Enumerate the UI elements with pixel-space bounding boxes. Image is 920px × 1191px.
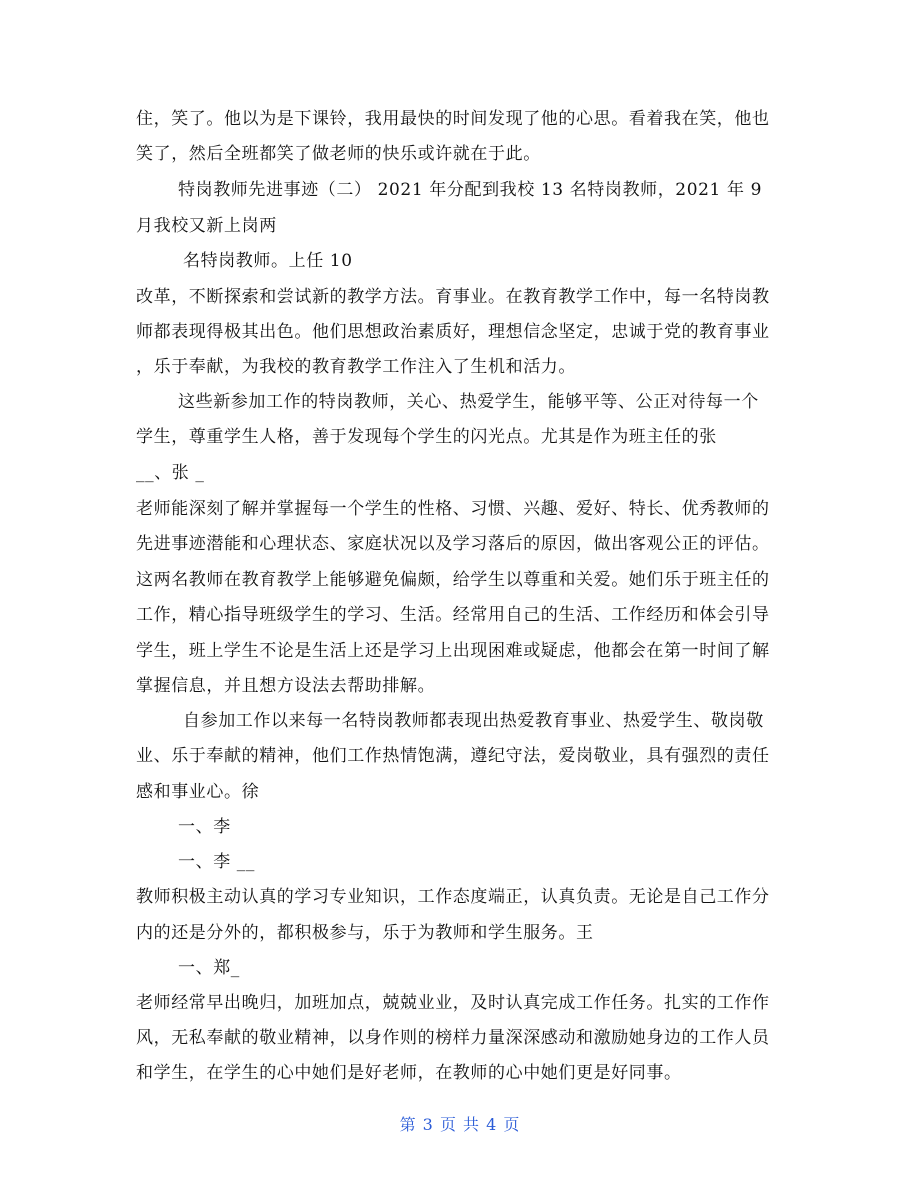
text-line: 工作，精心指导班级学生的学习、生活。经常用自己的生活、工作经历和体会引导: [136, 605, 770, 625]
text-line: 感和事业心。徐: [136, 782, 260, 802]
text-line: __、张 _: [136, 463, 205, 483]
text-line: 和学生，在学生的心中她们是好老师，在教师的心中她们更是好同事。: [136, 1063, 682, 1083]
text-line: 名特岗教师。上任 10: [183, 251, 353, 271]
page-number-footer: 第 3 页 共 4 页: [399, 1115, 521, 1134]
text-line: 住，笑了。他以为是下课铃，我用最快的时间发现了他的心思。看着我在笑，他也: [136, 109, 770, 129]
text-line: 自参加工作以来每一名特岗教师都表现出热爱教育事业、热爱学生、敬岗敬: [183, 711, 764, 731]
text-line: 业、乐于奉献的精神，他们工作热情饱满，遵纪守法，爱岗敬业，具有强烈的责任: [136, 746, 770, 766]
text-line: 一、李 __: [178, 852, 256, 872]
text-line: 月我校又新上岗两: [136, 216, 277, 236]
text-line: 掌握信息，并且想方设法去帮助排解。: [136, 676, 436, 696]
text-line: 笑了，然后全班都笑了做老师的快乐或许就在于此。: [136, 144, 541, 164]
text-line: ，乐于奉献，为我校的教育教学工作注入了生机和活力。: [136, 357, 576, 377]
text-line: 先进事迹潜能和心理状态、家庭状况以及学习落后的原因，做出客观公正的评估。: [136, 534, 770, 554]
text-line: 这两名教师在教育教学上能够避免偏颇，给学生以尊重和关爱。她们乐于班主任的: [136, 570, 770, 590]
text-line: 学生，班上学生不论是生活上还是学习上出现困难或疑虑，他都会在第一时间了解: [136, 641, 770, 661]
text-line: 这些新参加工作的特岗教师，关心、热爱学生，能够平等、公正对待每一个: [178, 392, 759, 412]
text-line: 学生，尊重学生人格，善于发现每个学生的闪光点。尤其是作为班主任的张: [136, 427, 717, 447]
text-line: 师都表现得极其出色。他们思想政治素质好，理想信念坚定，忠诚于党的教育事业: [136, 322, 770, 342]
text-line: 风，无私奉献的敬业精神，以身作则的榜样力量深深感动和激励她身边的工作人员: [136, 1028, 770, 1048]
text-line: 老师经常早出晚归，加班加点，兢兢业业，及时认真完成工作任务。扎实的工作作: [136, 993, 770, 1013]
section-title-line: 特岗教师先进事迹（二） 2021 年分配到我校 13 名特岗教师，2021 年 9: [178, 180, 762, 200]
text-line: 一、郑_: [178, 958, 240, 978]
text-line: 改革，不断探索和尝试新的教学方法。育事业。在教育教学工作中，每一名特岗教: [136, 287, 770, 307]
text-line: 一、李: [178, 817, 231, 837]
text-line: 教师积极主动认真的学习专业知识，工作态度端正，认真负责。无论是自己工作分: [136, 887, 770, 907]
text-line: 内的还是分外的，都积极参与，乐于为教师和学生服务。王: [136, 923, 594, 943]
text-line: 老师能深刻了解并掌握每一个学生的性格、习惯、兴趣、爱好、特长、优秀教师的: [136, 499, 770, 519]
